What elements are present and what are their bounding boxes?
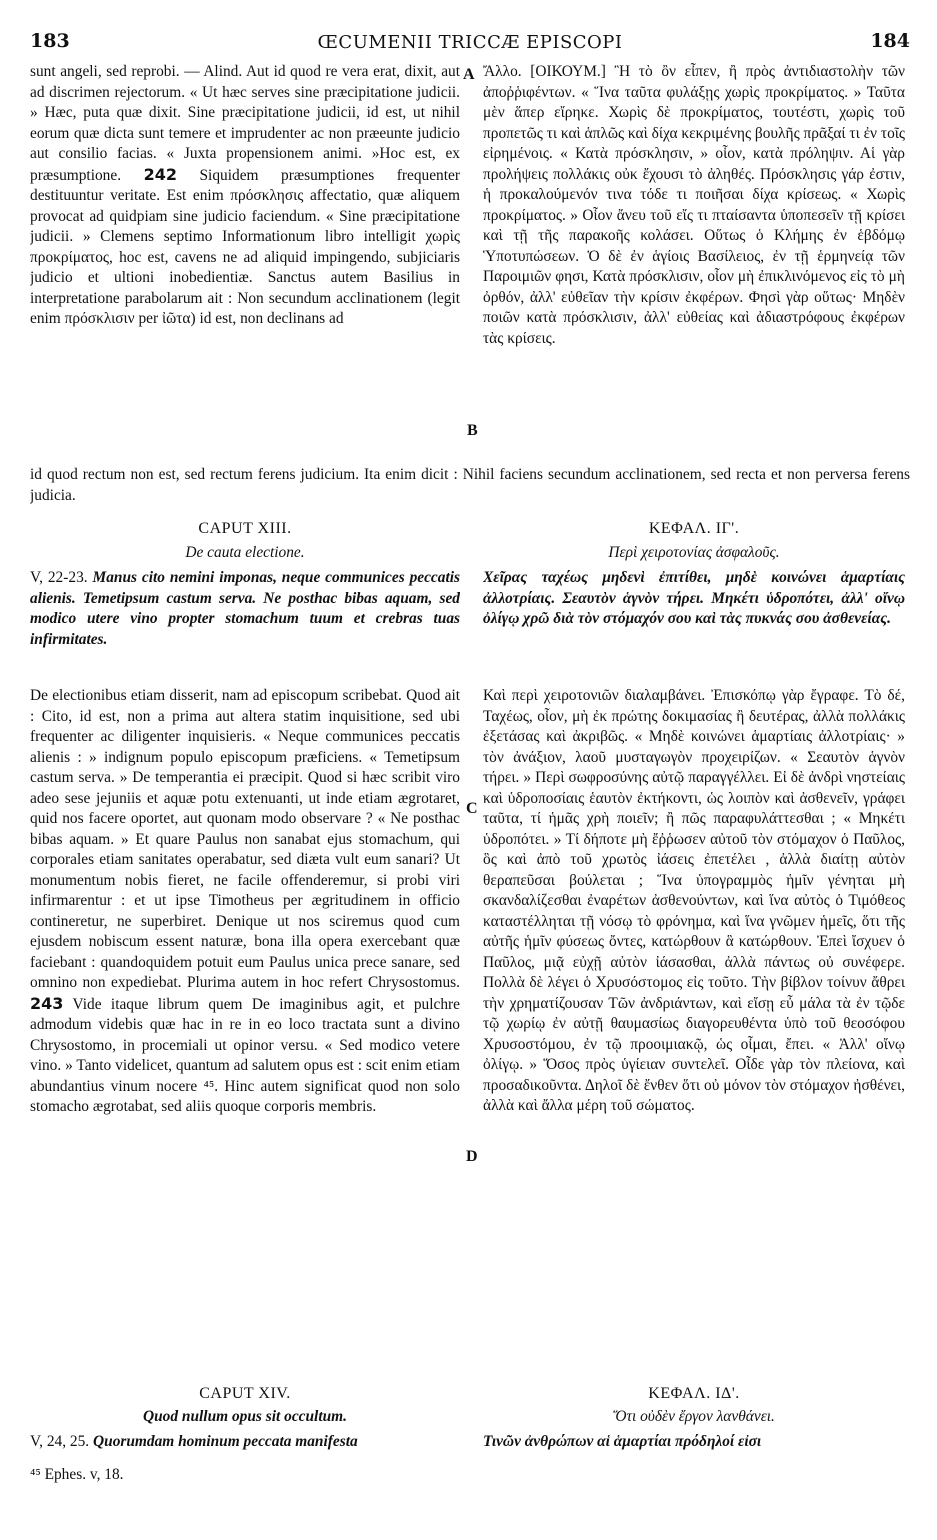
latin-column-top [30, 62, 460, 464]
verse-text: Manus cito nemini imponas, neque communices peccatis alienis. Temetipsum castum serva. Ne posthac bibas aquam, sed modico utere vino propter stomachum tuum et crebras tuas infirmitates. [30, 569, 460, 648]
verse-reference: V, 24, 25. [30, 1433, 90, 1450]
latin-column-body [30, 686, 460, 1378]
chapter-subtitle-greek: Ὅτι οὐδὲν ἔργον λανθάνει. [613, 1408, 775, 1425]
margin-letter-b: B [467, 422, 478, 439]
latin-verse-14 [30, 1432, 460, 1456]
latin-verse-13 [30, 568, 460, 672]
latin-text: sunt angeli, sed reprobi. — Alind. Aut id quod re vera erat, dixit, aut ad discrimen rejectorum. « Ut hæc serves sine præcipitatione judicii. » Hæc, puta quæ dixit. Sine præcipitatione judicii, id est, ut nihil eorum quæ dicta sunt temere et imprudenter ac non præeunte judicio aut consilio facias. « Juxta propensionem animi. »Hoc est, ex præsumptione. [30, 63, 460, 184]
full-width-text [30, 465, 910, 507]
margin-letter-d: D [466, 1148, 478, 1165]
chapter-heading-greek: ΚΕΦΑΛ. ΙΓ'. [648, 520, 740, 537]
greek-text: Καὶ περὶ χειροτονιῶν διαλαμβάνει. Ἐπισκόπῳ γὰρ ἔγραφε. Τὸ δέ, Ταχέως, οἷον, μὴ ἐκ πρώτης δοκιμασίας ἢ δευτέρας, ἀλλὰ πολλάκις ἐξετάσας καὶ ἀκριβῶς. « Μηδὲ κοινώνει ἁμαρτίαις ἀλλοτρίαις· » τὸν ἀνάξιον, λαοῦ μυσταγωγὸν προχειρίζων. « Σεαυτὸν ἁγνὸν τήρει. » Περὶ σωφροσύνης αὐτῷ παραγγέλλει. Εἰ δὲ ἀνδρὶ νηστείαις καὶ ὑδροποσίαις ἑαυτὸν ἐκτήκοντι, ὡς λοιπὸν καὶ ἀσθενεῖν, γράφει ταῦτα, τί ἡμᾶς χρὴ ποιεῖν; ἢ πῶς παραφυλάττεσθαι ; « Μηκέτι ὑδροπότει. » Τί δήποτε μὴ ἔῤῥωσεν αὐτοῦ τὸν στόμαχον ὁ Παῦλος, ὃς καὶ ἀπὸ τοῦ χρωτὸς ἰάσεις ἐπετέλει , ἀλλὰ διαίτῃ αὐτὸν θεραπεῦσαι βούλεται ; Ἵνα ὑπογραμμὸς ἡμῖν γένηται μὴ σκανδαλίζεσθαι ἐναρέτων ἀσθενούντων, καὶ ἵνα αὐτὸς ὁ Τιμόθεος καταστέλληται τῇ νόσῳ τὸ φρόνημα, καὶ ἵνα γνῶμεν ἡμεῖς, ὅτι τῆς αὐτῆς ἡμῖν φύσεως ὄντες, κατώρθουν ἃ κατώρθουν. Ἐπεὶ ἴσχυεν ὁ Παῦλος, μιᾷ εὐχῇ αὐτὸν ἰάσασθαι, ἀλλὰ πάντως οὐ συνέφερε. Πολλὰ δὲ λέγει ὁ Χρυσόστομος εἰς τοῦτο. Τὴν βίβλον τοίνυν ἄθρει τὴν χρηματίζουσαν Τῶν ἀνδριάντων, καὶ εἴσῃ εὖ μάλα τὰ ἐν τῷδε τῷ χωρίῳ ἐν αὐτῇ θαυμασίως διαγορευθέντα ὑπὸ τοῦ θεοσόφου Χρυσοστόμου, ἐν τῷ προοιμιακῷ, ὡς οἶμαι, ἔπει. « Ἀλλ' οἴνῳ ὀλίγῳ. » Ὅσος πρὸς ὑγίειαν συντελεῖ. Οἶδε γὰρ τὸν πλείονα, καὶ προσαδικοῦντα. Δηλοῖ δὲ ἔνθεν ὅτι οὐ μόνον τὸν στόμαχον ἠσθένει, ἀλλὰ καὶ ἄλλα μέρη τοῦ σώματος. [483, 687, 905, 1114]
section-number: 243 [30, 993, 64, 1013]
margin-letter-c: C [466, 800, 478, 817]
section-number: 242 [143, 164, 177, 184]
margin-letter-a: A [463, 66, 475, 83]
chapter-subtitle-latin: De cauta electione. [185, 544, 305, 561]
greek-column-body [483, 686, 905, 1338]
latin-text: Siquidem præsumptiones frequenter destituuntur veritate. Est enim πρόσκλησις affectatio, quæ aliquem provocat ad quidpiam sine judicio faciendum. « Sine præcipitatione judicii. » Clemens septimo Informationum libro intelligit χωρὶς προκρίματος, hoc est, cavens ne ad aliquid impingendo, subjiciaris judicio et ultioni inobedientiæ. Sanctus autem Basilius in interpretatione parabolarum ait : Non secundum acclinationem (legit enim πρόσκλισιν per ἰῶτα) id est, non declinans ad [30, 166, 460, 327]
greek-verse-14 [483, 1432, 905, 1456]
greek-verse-13 [483, 568, 905, 652]
chapter-heading-greek: ΚΕΦΑΛ. ΙΔ'. [648, 1385, 740, 1402]
latin-text: id quod rectum non est, sed rectum ferens judicium. Ita enim dicit : Nihil faciens secundum acclinationem, sed recta et non perversa ferens judicia. [30, 466, 910, 504]
verse-text: Χεῖρας ταχέως μηδενὶ ἐπιτίθει, μηδὲ κοινώνει ἁμαρτίαις ἀλλοτρίαις. Σεαυτὸν ἁγνὸν τήρει. Μηκέτι ὑδροπότει, ἀλλ' οἴνῳ ὀλίγῳ χρῶ διὰ τὸν στόμαχόν σου καὶ τὰς πυκνάς σου ἀσθενείας. [483, 569, 905, 627]
running-title: ŒCUMENII TRICCÆ EPISCOPI [317, 32, 623, 53]
greek-column-top [483, 62, 905, 444]
verse-reference: V, 22-23. [30, 569, 88, 586]
running-header [30, 30, 910, 54]
latin-text: Vide itaque librum quem De imaginibus agit, et pulchre admodum videbis quæ hac in re in eo loco tractata sunt a divino Chrysostomo, in procemiali ut opinor versu. « Sed modico vetere vino. » Tanto videlicet, quantum ad salutem opus est : scit enim etiam abundantius vinum nocere ⁴⁵. Hinc autem significat quod non solo stomacho ægrotabat, sed aliis quoque corporis membris. [30, 995, 460, 1115]
greek-text: Ἄλλο. [ΟΙΚΟΥΜ.] Ἢ τὸ ὂν εἶπεν, ἢ πρὸς ἀντιδιαστολὴν τῶν ἀποῤῥιφέντων. « Ἵνα ταῦτα φυλάξῃς χωρὶς προκρίματος. » Ταῦτα μὲν ἅπερ εἴρηκε. Χωρὶς δὲ προκρίματος, τουτέστι, χωρὶς τοῦ προπετῶς τι καὶ ἁπλῶς καὶ δίχα κεκριμένης βουλῆς πρᾶξαί τι ἐν τοῖς εἰρημένοις. « Κατὰ πρόσκλησιν, » οἷον, κατὰ πρόληψιν. Αἱ γὰρ προλήψεις πολλάκις οὐκ ἔχουσι τὸ ἀληθές. Πρόσκλησις γάρ ἐστιν, ἡ προκαλούμενόν τινα τόδε τι ποιῆσαι δίχα κρίσεως. « Χωρὶς προκρίματος. » Οἷον ἄνευ τοῦ εἴς τι πταίσαντα ὑποπεσεῖν τῇ κρίσει καὶ τῇ τῆς παρακοῆς κολάσει. Οὕτως ὁ Κλήμης ἐν ἑβδόμῳ Ὑποτυπώσεων. Ὁ δὲ ἐν ἁγίοις Βασίλειος, ἐν τῇ ἑρμηνείᾳ τῶν Παροιμιῶν φησι, Κατὰ πρόσκλισιν, οἷον μὴ ἐπικλινόμενος εἰς τὸ μὴ ὀρθόν, ἀλλ' εὐθεῖαν τὴν κρίσιν ἐκφέρων. Φησὶ γὰρ οὕτως· Μηδὲν ποιῶν κατὰ πρόσκλισιν, ἀλλ' εὐθείας καὶ ἀδιαστρόφους ἐκφέρων τὰς κρίσεις. [483, 63, 905, 347]
page-number-left: 183 [30, 30, 70, 52]
chapter-heading-latin: CAPUT XIII. [198, 520, 292, 537]
chapter-subtitle-greek: Περὶ χειροτονίας ἀσφαλοῦς. [608, 544, 780, 561]
verse-text: Quorumdam hominum peccata manifesta [93, 1433, 358, 1450]
verse-text: Τινῶν ἀνθρώπων αἱ ἁμαρτίαι πρόδηλοί εἰσι [483, 1433, 762, 1450]
chapter-heading-latin: CAPUT XIV. [199, 1385, 291, 1402]
page-number-right: 184 [870, 30, 910, 52]
footnote: ⁴⁵ Ephes. v, 18. [30, 1466, 124, 1483]
latin-text: De electionibus etiam disserit, nam ad episcopum scribebat. Quod ait : Cito, id est, non a prima aut altera statim inquisitione, sed ubi frequenter ac diligenter inquisieris. « Neque communices peccatis alienis : » indignum populo episcopum præficiens. « Temetipsum castum serva. » De temperantia ei præcipit. Quod si hæc scribit viro adeo sese jejuniis et aquæ potu extenuanti, ut inde etiam ægrotaret, quid nos facere oportet, aut quonam modo observare ? « Ne posthac bibas aquam. » Et quare Paulus non sanabat ejus stomachum, qui corporales etiam sanitates operabatur, sed diæta vult eum sanari? Ut monumentum nobis fieret, ne facile offenderemur, si probi viri infirmarentur : et ut ipse Timotheus per ægritudinem in officio contineretur, ne superbiret. Denique ut nos sciremus quod cum ejusdem nobiscum essent naturæ, bona illa opera exercebant quæ faciebant : quandoquidem potuit eum Paulus unica prece sanare, sed omnino non expediebat. Plurima autem in hoc refert Chrysostomus. [30, 687, 460, 991]
chapter-subtitle-latin: Quod nullum opus sit occultum. [143, 1408, 347, 1425]
